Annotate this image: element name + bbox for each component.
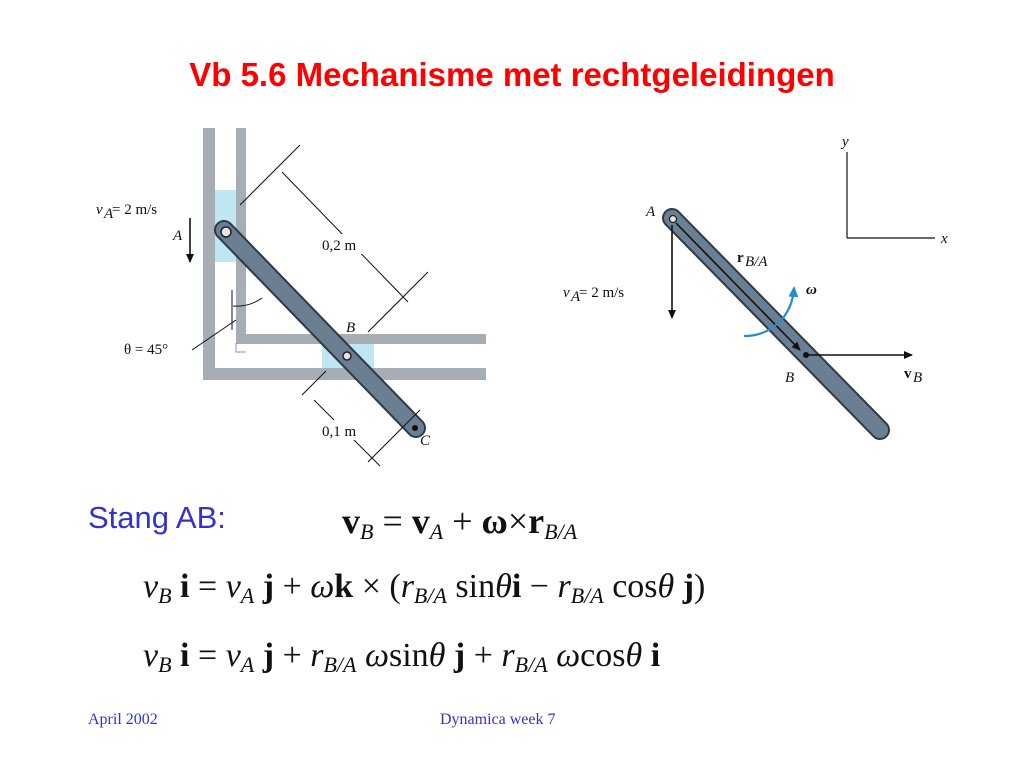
eq2-sub-b: B [158,583,172,608]
eq2-theta1: θ [495,568,512,605]
eq1-va: v [411,501,430,541]
right-pin-a [670,216,677,223]
point-c-dot [412,425,418,431]
eq2-minus: − [521,568,558,605]
eq3-sin: sin [389,637,429,674]
right-figure [563,134,948,430]
right-point-a: A [646,204,656,220]
eq1-plus: + [443,501,482,541]
eq2-i1: i [171,568,198,605]
right-va-v: v [563,285,570,301]
eq2-sub-ba1: B/A [413,583,447,608]
eq2-eq: = [198,568,226,605]
eq2-va: v [225,568,241,605]
left-va-sub: A [104,206,114,222]
eq3-sub-ba1: B/A [323,652,357,677]
eq2-j1: j [254,568,275,605]
eq3-plus1: + [274,637,311,674]
eq2-close: ) [694,568,706,605]
axis-x-label: x [941,231,948,247]
eq2-sub-ba2: B/A [570,583,604,608]
eq2-sin: sin [446,568,496,605]
eq3-sub-a: A [240,652,255,677]
r-ba-vector [676,223,800,350]
eq2-cos: cos [603,568,658,605]
eq2-times: × ( [353,568,401,605]
right-va-sub: A [571,289,581,305]
eq1-omega: ω [481,501,508,541]
eq1-sub-b: B [360,519,374,544]
eq2-i2: i [511,568,522,605]
pin-a [221,227,231,237]
dim-02-label: 0,2 m [322,238,357,254]
eq1-r: r [528,501,545,541]
left-va-rest: = 2 m/s [112,202,158,218]
eq3-r2: r [501,637,515,674]
footer-date: April 2002 [88,711,158,728]
eq3-sub-b: B [158,652,172,677]
right-point-b: B [785,370,795,386]
eq2-vb: v [143,568,159,605]
eq1-sub-a: A [429,519,444,544]
eq2-r2: r [557,568,571,605]
eq2-j2: j [674,568,695,605]
rod-abc [221,227,418,431]
eq3-plus2: + [465,637,502,674]
eq1-eq: = [373,501,412,541]
omega-label: ω [806,282,817,298]
axis-y-label: y [842,134,849,150]
eq1-vb: v [342,501,360,541]
stang-ab-label: Stang AB: [88,500,226,535]
eq2-plus1: + [274,568,311,605]
eq3-j1: j [254,637,275,674]
eq3-i1: i [171,637,198,674]
eq3-vb: v [143,637,159,674]
eq3-omega2: ω [547,637,581,674]
eq3-r1: r [310,637,324,674]
theta-label: θ = 45° [124,342,169,358]
eq3-cos: cos [580,637,626,674]
dim-tick-mid [368,272,428,332]
left-point-c: C [420,433,431,449]
eq3-sub-ba2: B/A [514,652,548,677]
left-point-b: B [346,320,356,336]
vb-label-v: v [904,366,912,382]
eq2-sub-a: A [240,583,255,608]
eq3-omega1: ω [356,637,389,674]
left-va-v: v [96,202,103,218]
eq3-j2: j [445,637,466,674]
vb-label-sub: B [913,370,923,386]
footer-course: Dynamica week 7 [440,711,556,728]
eq1-times: × [507,501,529,541]
eq2-theta2: θ [657,568,675,605]
eq2-k: k [334,568,354,605]
equation-3 [143,637,660,678]
eq2-omega: ω [310,568,335,605]
dim-01-label: 0,1 m [322,424,357,440]
eq3-i2: i [642,637,661,674]
left-point-a: A [173,228,183,244]
eq1-sub-ba: B/A [544,519,578,544]
eq3-va: v [225,637,241,674]
r-ba-sub: B/A [745,254,768,270]
dim-tick-top [240,145,300,205]
eq3-theta2: θ [625,637,643,674]
slide-title: Vb 5.6 Mechanisme met rechtgeleidingen [189,56,835,93]
eq3-eq: = [198,637,226,674]
right-va-rest: = 2 m/s [579,285,625,301]
left-figure [96,128,486,466]
equation-1 [342,500,577,545]
r-ba-r: r [737,250,744,266]
equation-2 [143,568,705,609]
eq2-r1: r [400,568,414,605]
eq3-theta1: θ [428,637,446,674]
pin-b [343,352,351,360]
